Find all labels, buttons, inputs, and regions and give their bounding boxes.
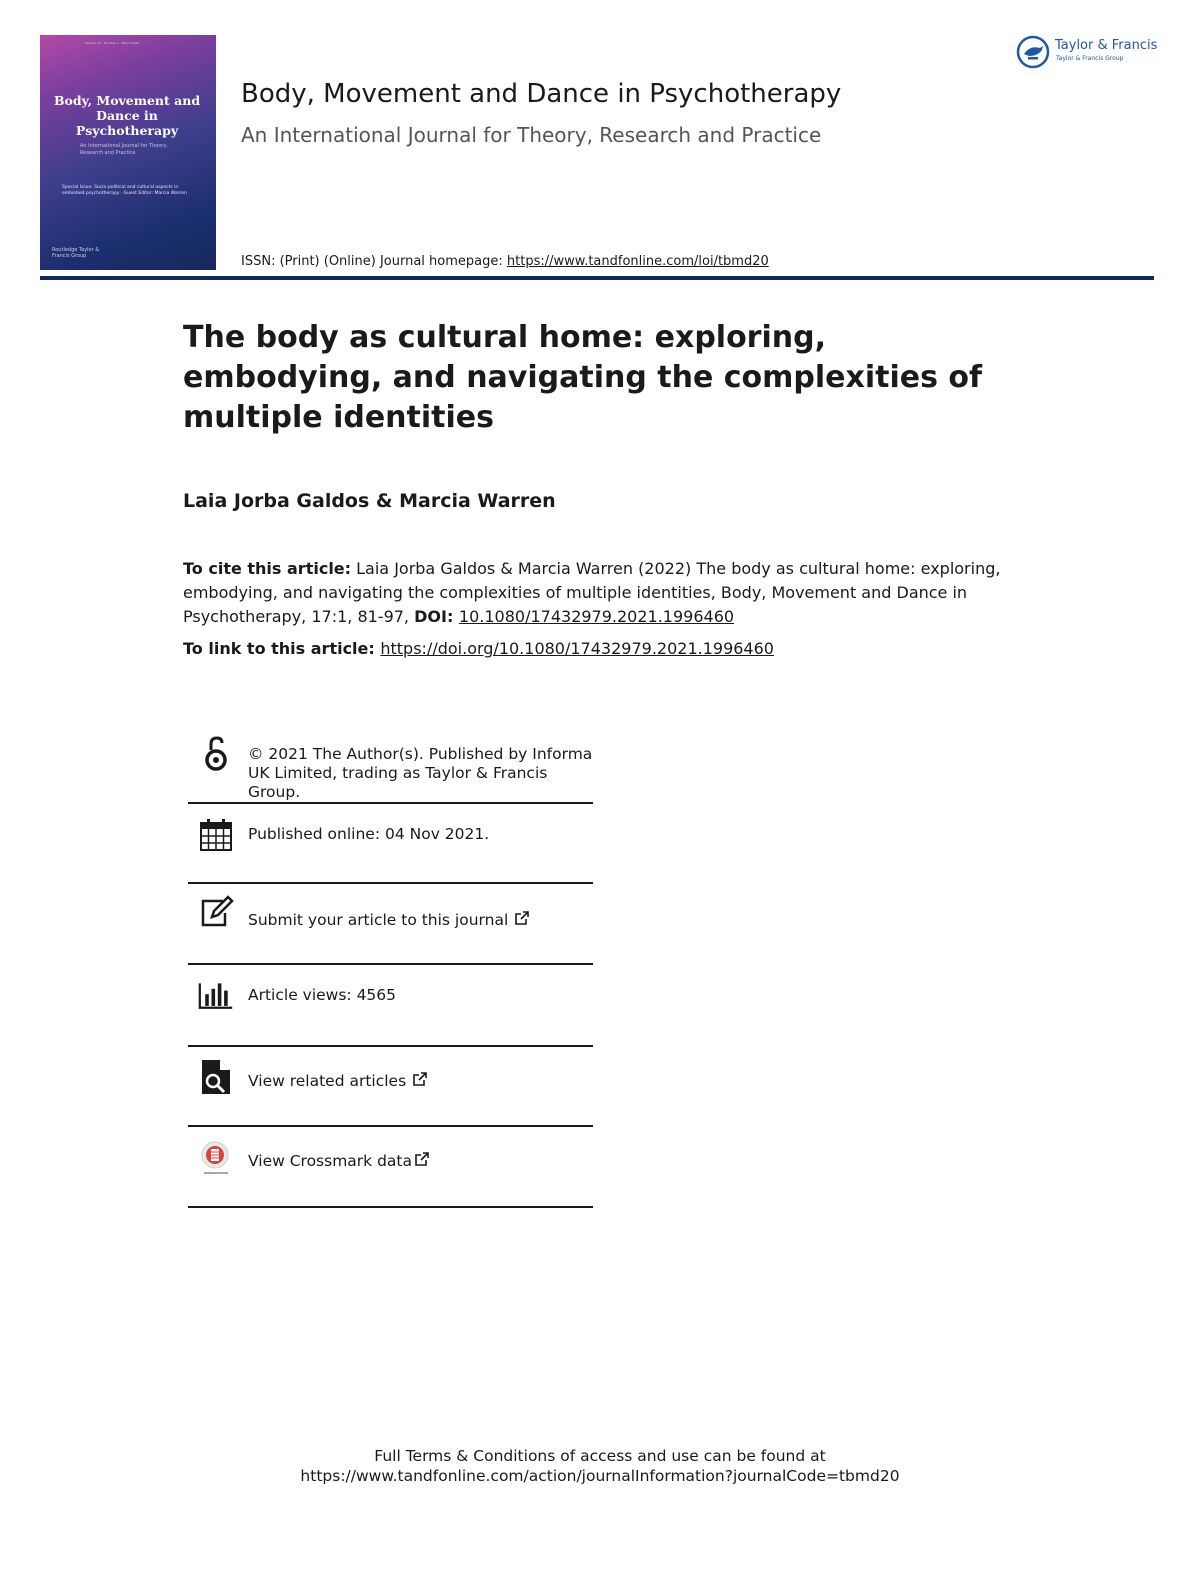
submit-row[interactable] (188, 895, 593, 967)
cover-issue-line: Volume 17 · Number 1 · March 2022 (85, 41, 140, 45)
open-access-row (188, 736, 593, 806)
related-row[interactable] (188, 1058, 593, 1130)
article-title: The body as cultural home: exploring, embodying, and navigating the complexities of multiple identities (183, 320, 983, 435)
publisher-logo-name: Taylor & Francis (1055, 38, 1158, 53)
open-access-icon (198, 736, 234, 772)
related-articles-text: View related articles (248, 1072, 407, 1090)
footer-terms-line: Full Terms & Conditions of access and use can be found at (374, 1447, 826, 1465)
crossmark-link[interactable] (248, 1151, 430, 1171)
cite-doi-label: DOI: (414, 607, 459, 626)
article-authors: Laia Jorba Galdos & Marcia Warren (183, 490, 556, 512)
row-divider (188, 802, 593, 804)
open-access-text: © 2021 The Author(s). Published by Informa UK Limited, trading as Taylor & Francis Group. (248, 745, 593, 801)
cite-doi-link[interactable]: 10.1080/17432979.2021.1996460 (458, 607, 735, 626)
issn-prefix: ISSN: (Print) (Online) Journal homepage: (241, 254, 507, 269)
crossmark-icon (198, 1140, 234, 1176)
article-views-text: Article views: 4565 (248, 986, 397, 1004)
row-divider (188, 1206, 593, 1208)
calendar-icon (198, 817, 234, 853)
cite-label: To cite this article: (183, 559, 352, 578)
journal-cover-image (40, 35, 216, 270)
external-link-icon (514, 910, 530, 926)
cite-text: Laia Jorba Galdos & Marcia Warren (2022) The body as cultural home: exploring, embodying, and navigating the complexities of multiple identities, Body, Movement and Dance in Psychotherapy, 17:1, 81-97, (183, 559, 1001, 626)
cover-publisher: Routledge Taylor & Francis Group (52, 247, 100, 259)
taylor-francis-lamp-icon (1016, 35, 1052, 69)
footer-terms (0, 1446, 1200, 1486)
cover-subtitle: An International Journal for Theory, Research and Practice (80, 143, 168, 156)
row-divider (188, 882, 593, 884)
edit-icon (198, 895, 234, 931)
row-divider (188, 963, 593, 965)
crossmark-row[interactable] (188, 1138, 593, 1210)
header-divider (40, 276, 1154, 280)
published-row (188, 815, 593, 887)
submit-article-text: Submit your article to this journal (248, 911, 509, 929)
link-label: To link to this article: (183, 639, 381, 658)
publisher-logo-tagline: Taylor & Francis Group (1056, 55, 1124, 62)
document-search-icon (198, 1058, 234, 1094)
crossmark-text: View Crossmark data (248, 1152, 412, 1170)
article-doi-url-link[interactable]: https://doi.org/10.1080/17432979.2021.1996460 (380, 639, 774, 658)
row-divider (188, 1125, 593, 1127)
cover-title: Body, Movement and Dance in Psychotherapy (53, 93, 201, 138)
published-date-text: Published online: 04 Nov 2021. (248, 825, 490, 843)
footer-terms-url[interactable]: https://www.tandfonline.com/action/journalInformation?journalCode=tbmd20 (300, 1467, 900, 1485)
external-link-icon (412, 1071, 428, 1087)
submit-article-link[interactable] (248, 910, 530, 930)
row-divider (188, 1045, 593, 1047)
views-row (188, 976, 593, 1048)
journal-title: Body, Movement and Dance in Psychotherapy (241, 79, 842, 109)
related-articles-link[interactable] (248, 1071, 428, 1091)
external-link-icon (414, 1151, 430, 1167)
cover-editorial: Special Issue: Socio-political and cultural aspects in embodied psychotherapy · Guest Editor: Marcia Warren (62, 185, 187, 196)
journal-homepage-link[interactable]: https://www.tandfonline.com/loi/tbmd20 (506, 254, 769, 269)
citation-block (183, 557, 1013, 629)
article-link-line (183, 639, 774, 658)
bar-chart-icon (198, 978, 234, 1014)
journal-subtitle: An International Journal for Theory, Research and Practice (241, 123, 822, 147)
issn-line (241, 254, 769, 269)
